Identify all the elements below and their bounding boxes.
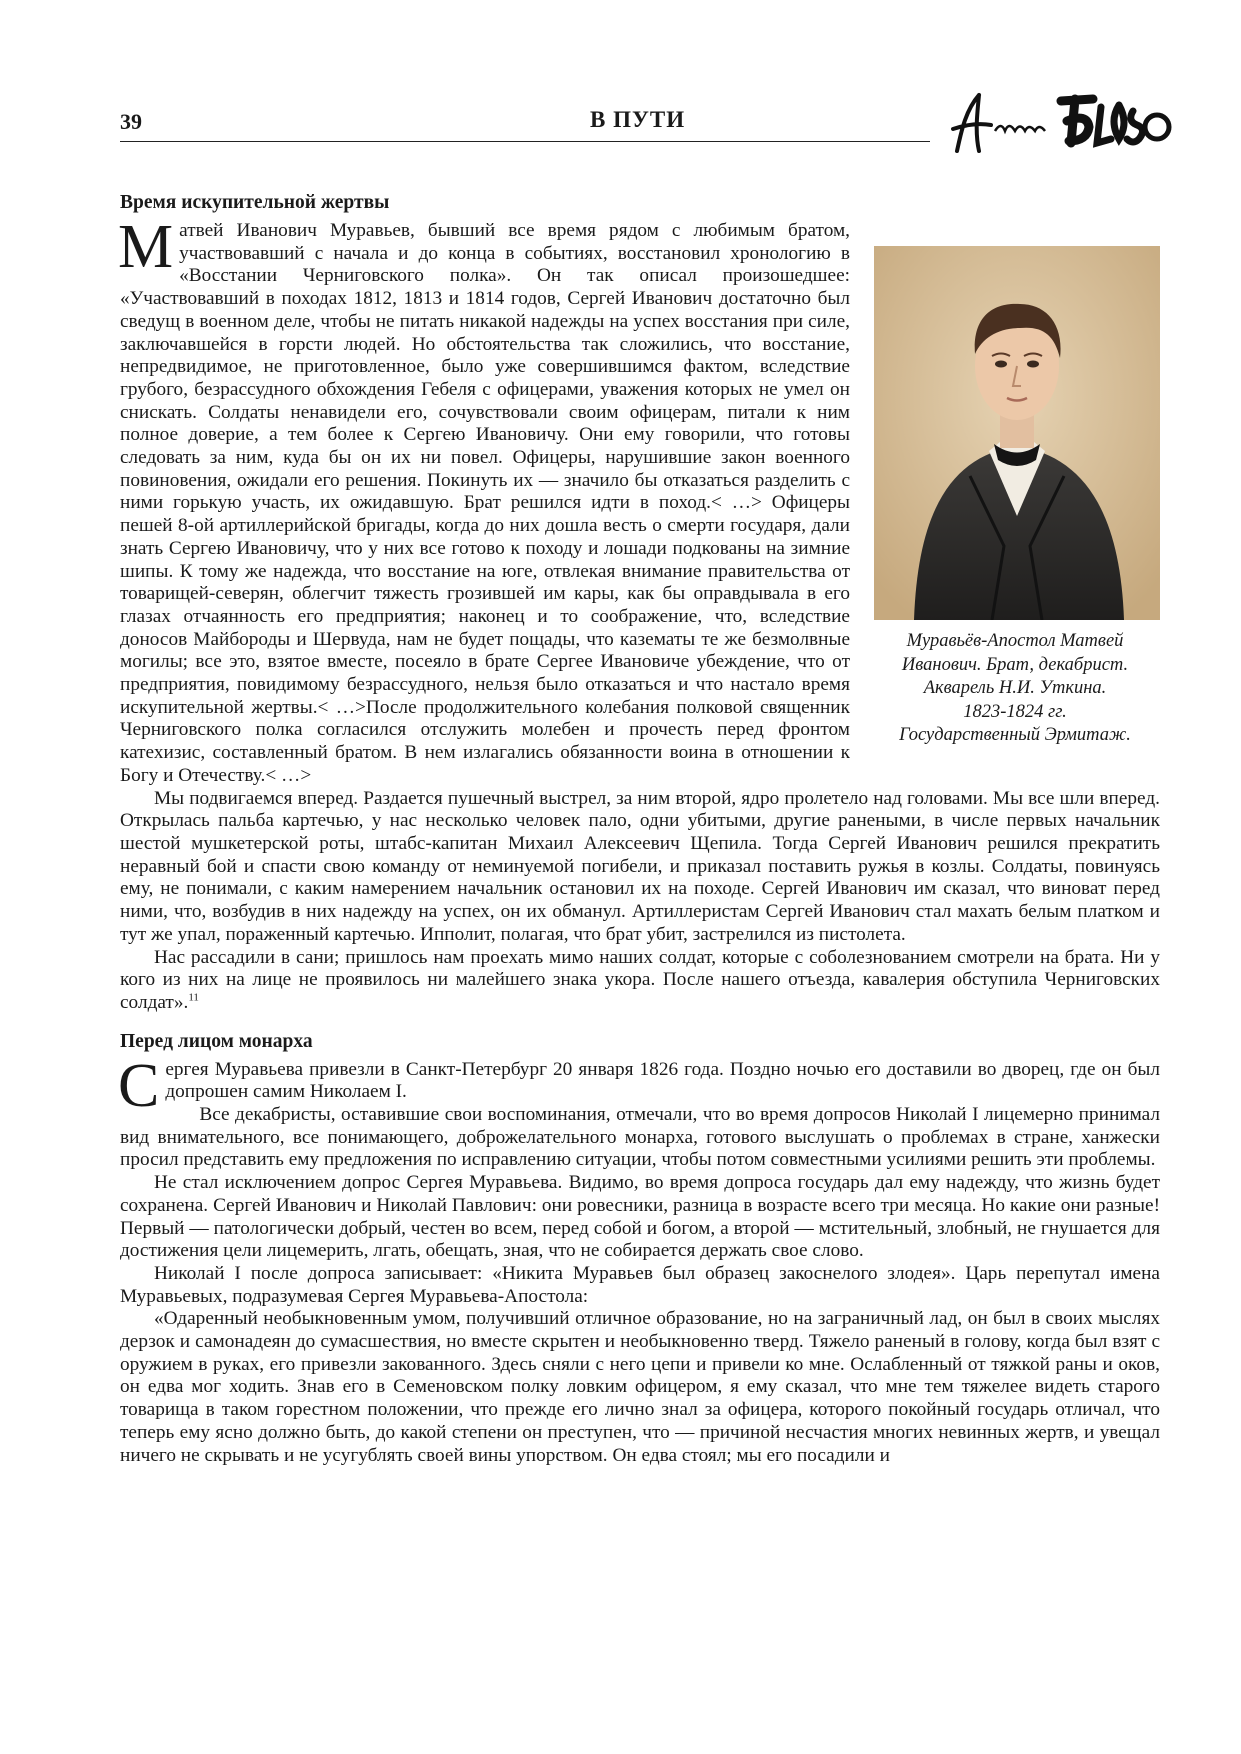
caption-line: Муравьёв-Апостол Матвей [906,631,1124,651]
caption-line: Иванович. Брат, декабрист. [901,654,1129,675]
paragraph: «Одаренный необыкновенным умом, получивший отличное образование, но на заграничный лад, он был в своих мыслях дерзок и самонадеян до сумасшествия, но вместе скрытен и необыкновенно тверд. Тяжело раненый в голову, когда был взят с оружием в руках, его привезли закованного. Здесь сняли с него цепи и привели ко мне. Ослабленный от тяжкой раны и оков, он едва мог ходить. Знав его в Семеновском полку ловким офицером, я ему сказал, что мне тем тяжелее видеть старого товарища в таком горестном положении, что прежде его лично знал за офицера, которого покойный государь отличал, что теперь ему ясно должно быть, до какой степени он преступен, что — причиной несчастия многих невинных жертв, и увещал ничего не скрывать и не усугублять своей вины упорством. Он едва стоял; мы его посадили и [120,1308,1160,1466]
paragraph: Мы подвигаемся вперед. Раздается пушечный выстрел, за ним второй, ядро пролетело над головами. Мы все шли вперед. Открылась пальба картечью, у нас несколько человек пало, одни убитыми, другие ранеными, в числе первых начальник шестой мушкетерской роты, штабс-капитан Михаил Алексеевич Щепила. Тогда Сергей Иванович решился прекратить неравный бой и спасти свою команду от неминуемой погибели, и приказал поставить ружья в козлы. Солдаты, повинуясь ему, не понимали, с каким намерением начальник остановил их на походе. Сергей Иванович им сказал, что виноват перед ними, что, возбудив в них надежду на успех, он их обманул. Артиллеристам Сергей Иванович стал махать белым платком и тут же упал, пораженный картечью. Ипполит, полагая, что брат убит, застрелился из пистолета. [120,787,1160,945]
page-header [120,95,1160,155]
paragraph [120,947,1160,1015]
portrait-image [874,246,1160,620]
footnote-ref: 11 [188,991,199,1004]
paragraph [118,1051,1160,1120]
magazine-logo [935,87,1175,159]
portrait-figure [870,246,1160,748]
paragraph-text: ергея Муравьева привезли в Санкт-Петербург 20 января 1826 года. Поздно ночью его доставили во дворец, где он был допрошен самим Николаем I. [165,1058,1160,1103]
page-number: 39 [120,109,142,134]
paragraph-text: атвей Иванович Муравьев, бывший все время рядом с любимым братом, участвовавший с начала и до конца в событиях, восстановил хронологию в «Восстании Черниговского полка». Он так описал произошедшее: «Участвовавший в походах 1812, 1813 и 1814 годов, Сергей Иванович достаточно был сведущ в военном деле, чтобы не питать никакой надежды на успех восстания при силе, заключавшейся в горсти людей. Но обстоятельства так сложились, что восстание, непредвидимое, не приготовленное, было уже совершившимся фактом, вследствие грубого, безрассудного обхождения Гебеля с офицерами, уважения которых не умел он снискать. Солдаты ненавидели его, сочувствовали своим офицерам, питали к ним полное доверие, а тем более к Сергею Ивановичу. Они ему говорили, что готовы следовать за ним, куда бы он их ни повел. Офицеры, нарушившие закон военного повиновения, ожидали его решения. Покинуть их — значило бы отказаться разделить с ними горькую участь, их ожидавшую. Брат решился идти в поход.< …> Офицеры пешей 8-ой артиллерийской бригады, когда до них дошла весть о смерти государя, дали знать Сергею Ивановичу, что у них все готово к походу и лошади подкованы на зимние шипы. К тому же надежда, что восстание на юге, отвлекая внимание правительства от товарищей-северян, облегчит тяжесть грозившей им кары, как бы оправдывала в его глазах отчаянность его предприятия; наконец и то соображение, что, вследствие доносов Майбороды и Шервуда, нам не будет пощады, что казематы те же безмолвные могилы; все это, взятое вместе, посеяло в брате Сергее Ивановиче убеждение, что от предприятия, повидимому безрассудного, нельзя было отказаться и что настало время искупительной жертвы.< …>После продолжительного колебания полковой священник Черниговского полка согласился отслужить молебен и прочесть перед фронтом катехизис, составленный братом. В нем излагались обязанности воина в отношении к Богу и Отечеству.< …> [120,220,850,786]
drop-cap: М [118,213,174,281]
header-rule [120,141,930,142]
paragraph-text: Нас рассадили в сани; пришлось нам проехать мимо наших солдат, которые с соболезнованием смотрели на брата. Ни у кого из них на лице не проявилось ни малейшего знака укора. После нашего отъезда, кавалерия обступила Черниговских солдат». [120,946,1160,1013]
section-title: Время искупительной жертвы [120,192,390,213]
drop-cap: С [118,1051,160,1120]
portrait-caption [870,630,1160,748]
caption-line: 1823-1824 гг. [963,701,1067,722]
paragraph: Николай I после допроса записывает: «Никита Муравьев был образец закоснелого злодея». Царь перепутал имена Муравьевых, подразумевая Сергея Муравьева-Апостола: [120,1262,1160,1307]
paragraph: Все декабристы, оставившие свои воспоминания, отмечали, что во время допросов Николай I лицемерно принимал вид внимательного, все понимающего, доброжелательного монарха, готового выслушать о проблемах в стране, ханжески просил представить ему предложения по исправлению ситуации, чтобы потом совместными усилиями решить эти проблемы. [120,1104,1160,1171]
article-body [120,190,1160,1467]
section-title: Перед лицом монарха [120,1030,313,1052]
caption-line: Акварель Н.И. Уткина. [923,678,1107,698]
paragraph: Не стал исключением допрос Сергея Муравьева. Видимо, во время допроса государь дал ему надежду, что жизнь будет сохранена. Сергей Иванович и Николай Павлович: они ровесники, разница в возрасте всего три месяца. Но какие они разные! Первый — патологически добрый, честен во всем, перед собой и богом, а второй — мстительный, злобный, не гнушается для достижения цели лицемерить, лгать, обещать, зная, что не собирается держать свое слово. [120,1172,1160,1262]
caption-line: Государственный Эрмитаж. [899,725,1131,745]
running-title: В ПУТИ [590,107,686,132]
